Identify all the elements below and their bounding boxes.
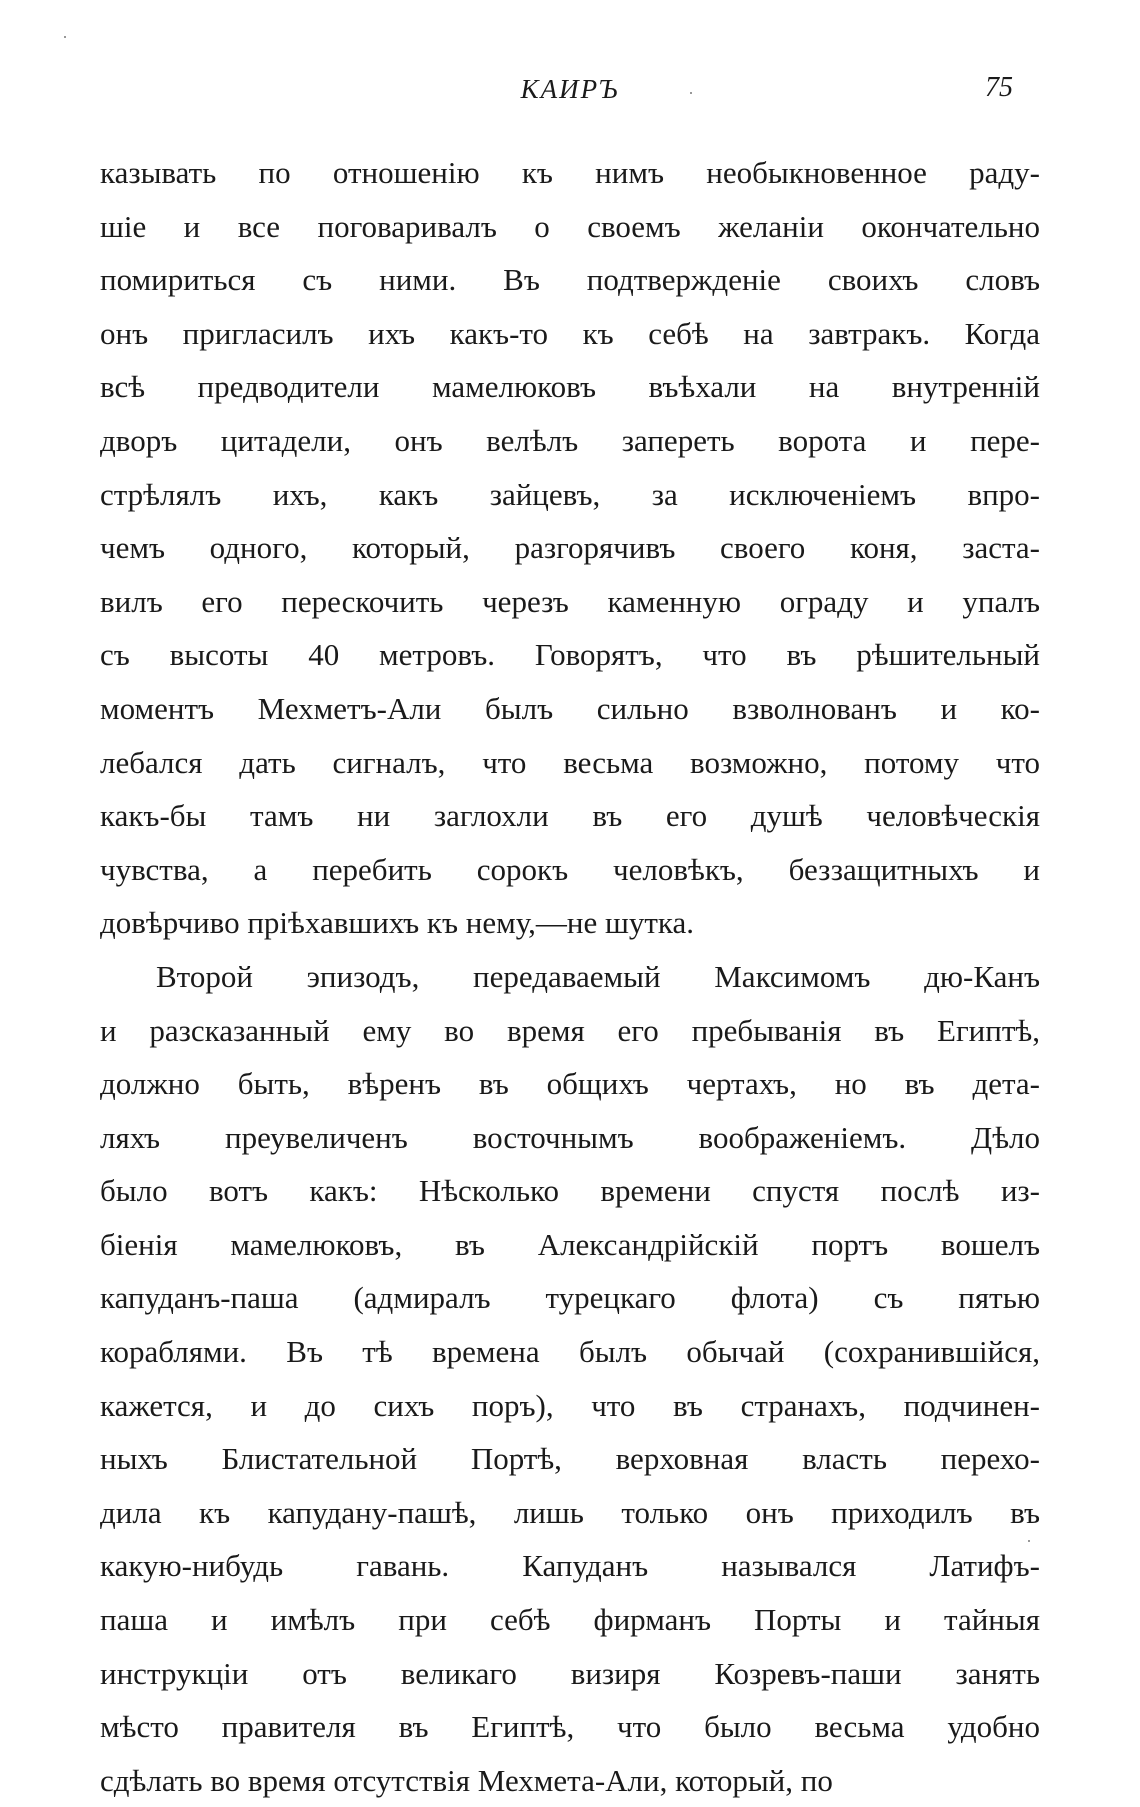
text-line: довѣрчиво пріѣхавшихъ къ нему,—не шутка.	[100, 905, 694, 941]
text-line: стрѣлялъ ихъ, какъ зайцевъ, за исключеніемъ впро-	[100, 476, 1040, 512]
text-line: помириться съ ними. Въ подтвержденіе своихъ словъ	[100, 262, 1040, 298]
text-line: онъ пригласилъ ихъ какъ-то къ себѣ на завтракъ. Когда	[100, 315, 1040, 351]
body-text	[100, 146, 1040, 1807]
text-line: было вотъ какъ: Нѣсколько времени спустя послѣ из-	[100, 1173, 1040, 1209]
text-line: чувства, а перебить сорокъ человѣкъ, беззащитныхъ и	[100, 851, 1040, 887]
paragraph	[100, 950, 1040, 1807]
text-line: мѣсто правителя въ Египтѣ, что было весьма удобно	[100, 1709, 1040, 1745]
text-line: біенія мамелюковъ, въ Александрійскій портъ вошелъ	[100, 1226, 1040, 1262]
text-line: всѣ предводители мамелюковъ въѣхали на внутренній	[100, 369, 1040, 405]
text-line: какую-нибудь гавань. Капуданъ назывался Латифъ-	[100, 1548, 1040, 1584]
text-line: инструкціи отъ великаго визиря Козревъ-паши занять	[100, 1655, 1040, 1691]
paper-speck	[690, 92, 692, 94]
paragraph	[100, 146, 1040, 950]
text-line: кажется, и до сихъ поръ), что въ странахъ, подчинен-	[100, 1387, 1040, 1423]
text-line: кораблями. Въ тѣ времена былъ обычай (сохранившійся,	[100, 1334, 1040, 1370]
text-line: казывать по отношенію къ нимъ необыкновенное раду-	[100, 155, 1040, 190]
text-line: шіе и все поговаривалъ о своемъ желаніи окончательно	[100, 208, 1040, 244]
running-title: КАИРЪ	[520, 74, 620, 104]
page-header	[0, 74, 1140, 114]
text-line: дворъ цитадели, онъ велѣлъ запереть ворота и пере-	[100, 422, 1040, 458]
text-line: дила къ капудану-пашѣ, лишь только онъ приходилъ въ	[100, 1494, 1040, 1530]
text-line: съ высоты 40 метровъ. Говорятъ, что въ рѣшительный	[100, 637, 1040, 673]
text-line: паша и имѣлъ при себѣ фирманъ Порты и тайныя	[100, 1602, 1040, 1638]
text-line: лебался дать сигналъ, что весьма возможно, потому что	[100, 744, 1040, 780]
page-number: 75	[985, 72, 1013, 103]
text-line: моментъ Мехметъ-Али былъ сильно взволнованъ и ко-	[100, 690, 1040, 726]
text-line: ляхъ преувеличенъ восточнымъ воображеніемъ. Дѣло	[100, 1119, 1040, 1155]
text-line: ныхъ Блистательной Портѣ, верховная власть перехо-	[100, 1441, 1040, 1477]
text-line: вилъ его перескочить черезъ каменную ограду и упалъ	[100, 583, 1040, 619]
text-line: капуданъ-паша (адмиралъ турецкаго флота) съ пятью	[100, 1280, 1040, 1316]
text-line: Второй эпизодъ, передаваемый Максимомъ дю-Канъ	[156, 958, 1040, 994]
paper-speck	[1028, 1540, 1030, 1542]
text-line: должно быть, вѣренъ въ общихъ чертахъ, но въ дета-	[100, 1066, 1040, 1102]
text-line: чемъ одного, который, разгорячивъ своего коня, заста-	[100, 530, 1040, 566]
text-line: какъ-бы тамъ ни заглохли въ его душѣ человѣческія	[100, 798, 1040, 834]
text-line: сдѣлать во время отсутствія Мехмета-Али, который, по	[100, 1762, 833, 1798]
paper-speck	[64, 36, 66, 38]
text-line: и разсказанный ему во время его пребыванія въ Египтѣ,	[100, 1012, 1040, 1048]
